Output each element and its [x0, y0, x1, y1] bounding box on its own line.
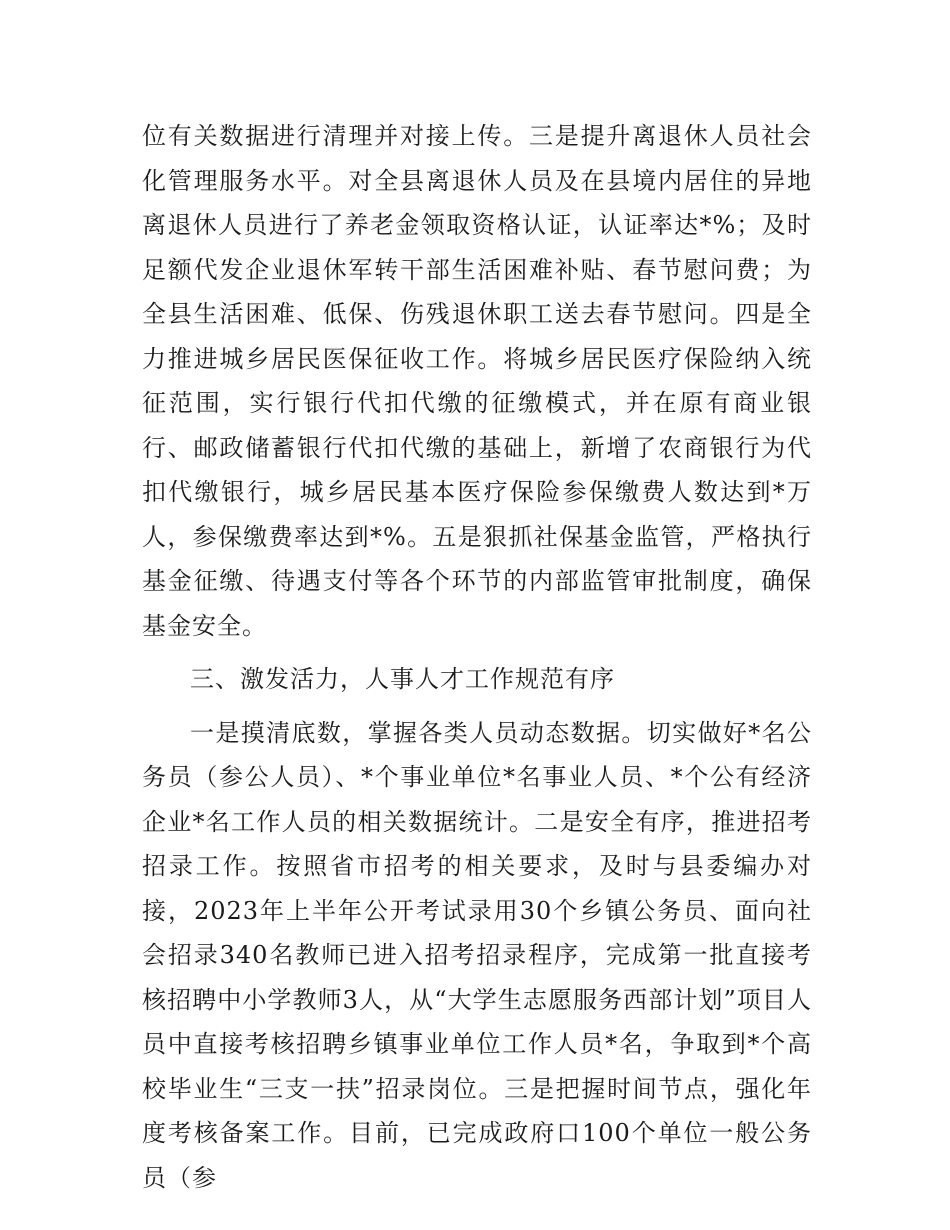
document-body: [142, 114, 812, 1200]
section-heading: 三、激发活力，人事人才工作规范有序: [190, 665, 615, 693]
section-paragraph: 一是摸清底数，掌握各类人员动态数据。切实做好*名公务员（参公人员）、*个事业单位*名事业人员、*个公有经济企业*名工作人员的相关数据统计。二是安全有序，推进招考招录工作。按照省市招考的相关要求，及时与县委编办对接，2023年上半年公开考试录用30个乡镇公务员、面向社会招录340名教师已进入招考招录程序，完成第一批直接考核招聘中小学教师3人，从“大学生志愿服务西部计划”项目人员中直接考核招聘乡镇事业单位工作人员*名，争取到*个高校毕业生“三支一扶”招录岗位。三是把握时间节点，强化年度考核备案工作。目前，已完成政府口100个单位一般公务员（参: [142, 718, 812, 1192]
paragraph-continuation: 位有关数据进行清理并对接上传。三是提升离退休人员社会化管理服务水平。对全县离退休人员及在县境内居住的异地离退休人员进行了养老金领取资格认证，认证率达*%；及时足额代发企业退休军转干部生活困难补贴、春节慰问费；为全县生活困难、低保、伤残退休职工送去春节慰问。四是全力推进城乡居民医保征收工作。将城乡居民医疗保险纳入统征范围，实行银行代扣代缴的征缴模式，并在原有商业银行、邮政储蓄银行代扣代缴的基础上，新增了农商银行为代扣代缴银行，城乡居民基本医疗保险参保缴费人数达到*万人，参保缴费率达到*%。五是狠抓社保基金监管，严格执行基金征缴、待遇支付等各个环节的内部监管审批制度，确保基金安全。: [142, 122, 812, 640]
